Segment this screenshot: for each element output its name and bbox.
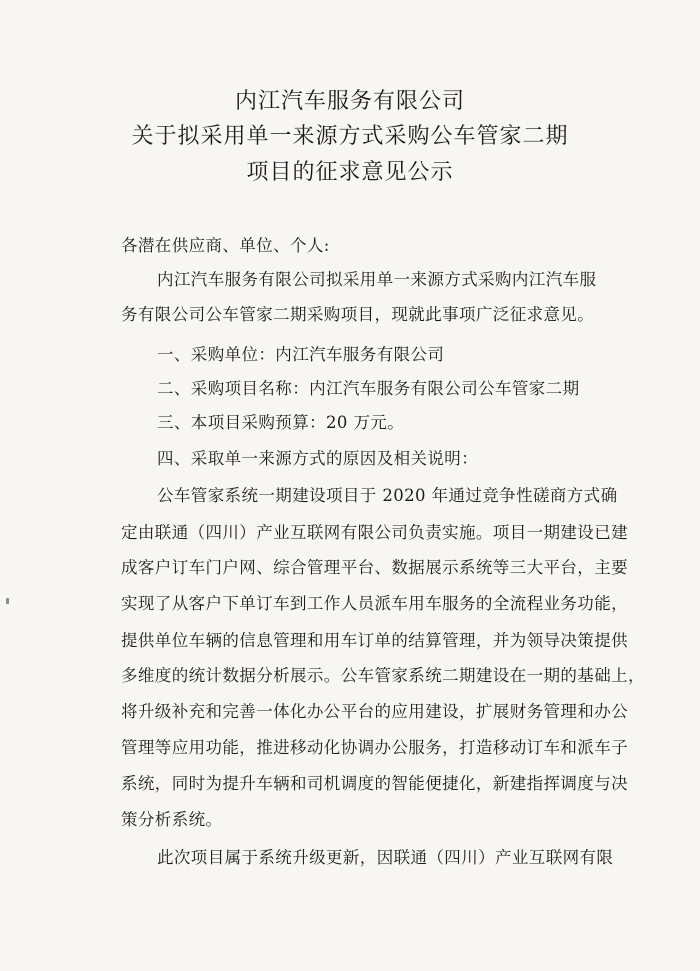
paragraph-line-4: 实现了从客户下单订车到工作人员派车用车服务的全流程业务功能， [121, 594, 628, 613]
title-line-1: 内江汽车服务有限公司 [234, 89, 465, 114]
paragraph-line-10: 策分析系统。 [121, 810, 223, 829]
item-budget: 三、本项目采购预算：20 万元。 [157, 413, 405, 432]
paragraph-line-7: 将升级补充和完善一体化办公平台的应用建设，扩展财务管理和办公 [121, 702, 628, 721]
intro-line-1: 内江汽车服务有限公司拟采用单一来源方式采购内江汽车服 [157, 270, 597, 289]
item-purchasing-unit: 一、采购单位：内江汽车服务有限公司 [157, 345, 445, 364]
paragraph-line-2: 定由联通（四川）产业互联网有限公司负责实施。项目一期建设已建 [121, 523, 628, 542]
scan-speck [6, 598, 9, 604]
paragraph-line-5: 提供单位车辆的信息管理和用车订单的结算管理，并为领导决策提供 [121, 631, 628, 650]
item-project-name: 二、采购项目名称：内江汽车服务有限公司公车管家二期 [157, 379, 580, 398]
paragraph-line-8: 管理等应用功能，推进移动化协调办公服务，打造移动订车和派车子 [121, 738, 628, 757]
paragraph-line-3: 成客户订车门户网、综合管理平台、数据展示系统等三大平台，主要 [121, 558, 628, 577]
item-reason-heading: 四、采取单一来源方式的原因及相关说明： [157, 449, 479, 468]
paragraph-2-line-1: 此次项目属于系统升级更新，因联通（四川）产业互联网有限 [157, 848, 614, 867]
paragraph-line-1: 公车管家系统一期建设项目于 2020 年通过竞争性磋商方式确 [157, 486, 618, 505]
greeting: 各潜在供应商、单位、个人: [121, 236, 330, 255]
paragraph-line-9: 系统，同时为提升车辆和司机调度的智能便捷化，新建指挥调度与决 [121, 774, 628, 793]
title-line-2: 关于拟采用单一来源方式采购公车管家二期 [131, 124, 569, 149]
title-line-3: 项目的征求意见公示 [246, 160, 454, 185]
paragraph-line-6: 多维度的统计数据分析展示。公车管家系统二期建设在一期的基础上， [121, 666, 645, 685]
intro-line-2: 务有限公司公车管家二期采购项目，现就此事项广泛征求意见。 [121, 305, 595, 324]
